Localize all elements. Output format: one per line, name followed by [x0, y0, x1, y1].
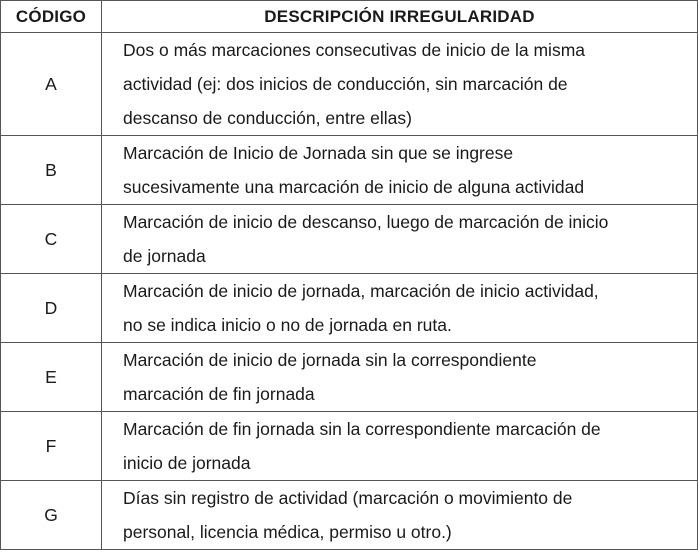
row-description — [102, 33, 698, 136]
table-row — [1, 33, 698, 136]
table-row — [1, 205, 698, 274]
description-line: sucesivamente una marcación de inicio de alguna actividad — [123, 177, 585, 197]
description-line: Marcación de inicio de descanso, luego de marcación de inicio — [123, 212, 609, 232]
description-line: Marcación de inicio de jornada, marcación de inicio actividad, — [123, 281, 599, 301]
row-description — [102, 412, 698, 481]
table-row — [1, 343, 698, 412]
description-line: actividad (ej: dos inicios de conducción, sin marcación de — [123, 74, 568, 94]
description-line: Marcación de inicio de jornada sin la correspondiente — [123, 350, 537, 370]
row-code: A — [1, 33, 102, 136]
row-description — [102, 481, 698, 550]
description-line: Marcación de Inicio de Jornada sin que se ingrese — [123, 143, 514, 163]
description-line: descanso de conducción, entre ellas) — [123, 108, 412, 128]
description-line: Días sin registro de actividad (marcación o movimiento de — [123, 488, 573, 508]
header-row — [1, 1, 698, 33]
description-line: Dos o más marcaciones consecutivas de inicio de la misma — [123, 40, 585, 60]
description-line: marcación de fin jornada — [123, 384, 315, 404]
row-code: B — [1, 136, 102, 205]
header-description: DESCRIPCIÓN IRREGULARIDAD — [102, 1, 698, 33]
table-row — [1, 136, 698, 205]
table-row — [1, 481, 698, 550]
description-line: de jornada — [123, 246, 206, 266]
description-line: Marcación de fin jornada sin la correspondiente marcación de — [123, 419, 601, 439]
row-code: G — [1, 481, 102, 550]
row-description — [102, 205, 698, 274]
row-description — [102, 274, 698, 343]
row-description — [102, 136, 698, 205]
row-code: C — [1, 205, 102, 274]
header-code: CÓDIGO — [1, 1, 102, 33]
table-row — [1, 412, 698, 481]
table-row — [1, 274, 698, 343]
row-code: D — [1, 274, 102, 343]
description-line: inicio de jornada — [123, 453, 251, 473]
row-description — [102, 343, 698, 412]
description-line: personal, licencia médica, permiso u otro.) — [123, 522, 452, 542]
row-code: E — [1, 343, 102, 412]
description-line: no se indica inicio o no de jornada en ruta. — [123, 315, 452, 335]
row-code: F — [1, 412, 102, 481]
